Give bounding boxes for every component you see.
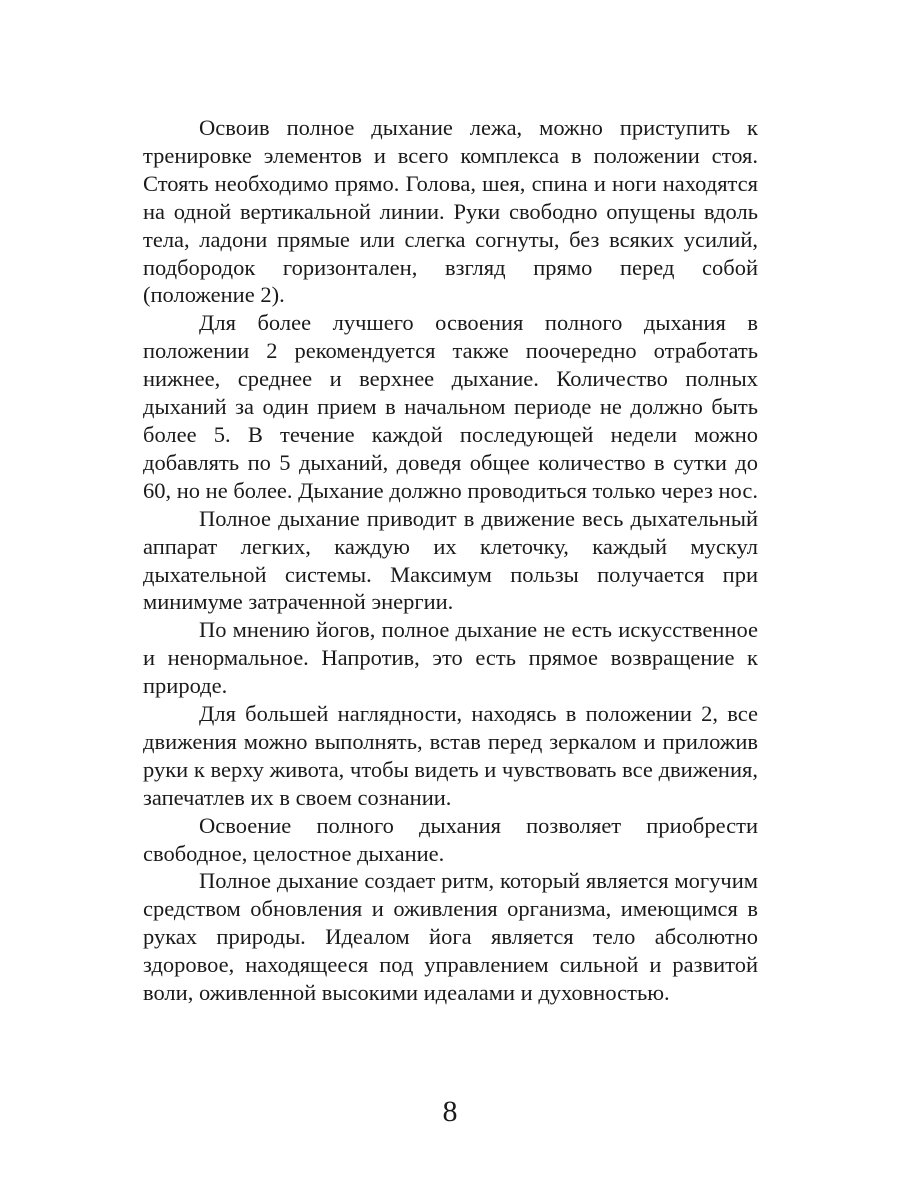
paragraph-3: Полное дыхание приводит в движение весь дыхательный аппарат легких, каждую их клеточку, каждый мускул дыхательной системы. Максимум пользы получается при минимуме затраченной энергии. — [143, 505, 758, 615]
paragraph-7: Полное дыхание создает ритм, который является могучим средством обновления и оживления организма, имеющимся в руках природы. Идеалом йога является тело абсолютно здоровое, находящееся под управлением сильной и развитой воли, оживленной высокими идеалами и духовностью. — [143, 868, 758, 1006]
body-text — [143, 114, 758, 1007]
paragraph-4: По мнению йогов, полное дыхание не есть искусственное и ненормальное. Напротив, это есть прямое возвращение к природе. — [143, 617, 758, 699]
paragraph-2: Для более лучшего освоения полного дыхания в положении 2 рекомендуется также поочередно отработать нижнее, среднее и верхнее дыхание. Количество полных дыханий за один прием в начальном периоде не должно быть более 5. В течение каждой последующей недели можно добавлять по 5 дыханий, доведя общее количество в сутки до 60, но не более. Дыхание должно проводиться только через нос. — [143, 310, 758, 503]
paragraph-1: Освоив полное дыхание лежа, можно приступить к тренировке элементов и всего комплекса в положении стоя. Стоять необходимо прямо. Голова, шея, спина и ноги находятся на одной вертикальной линии. Руки свободно опущены вдоль тела, ладони прямые или слегка согнуты, без всяких усилий, подбородок горизонтален, взгляд прямо перед собой (положение 2). — [143, 115, 758, 308]
page-number: 8 — [442, 1095, 458, 1128]
paragraph-6: Освоение полного дыхания позволяет приобрести свободное, целостное дыхание. — [143, 812, 758, 866]
paragraph-5: Для большей наглядности, находясь в положении 2, все движения можно выполнять, встав перед зеркалом и приложив руки к верху живота, чтобы видеть и чувствовать все движения, запечатлев их в своем сознании. — [143, 701, 758, 810]
